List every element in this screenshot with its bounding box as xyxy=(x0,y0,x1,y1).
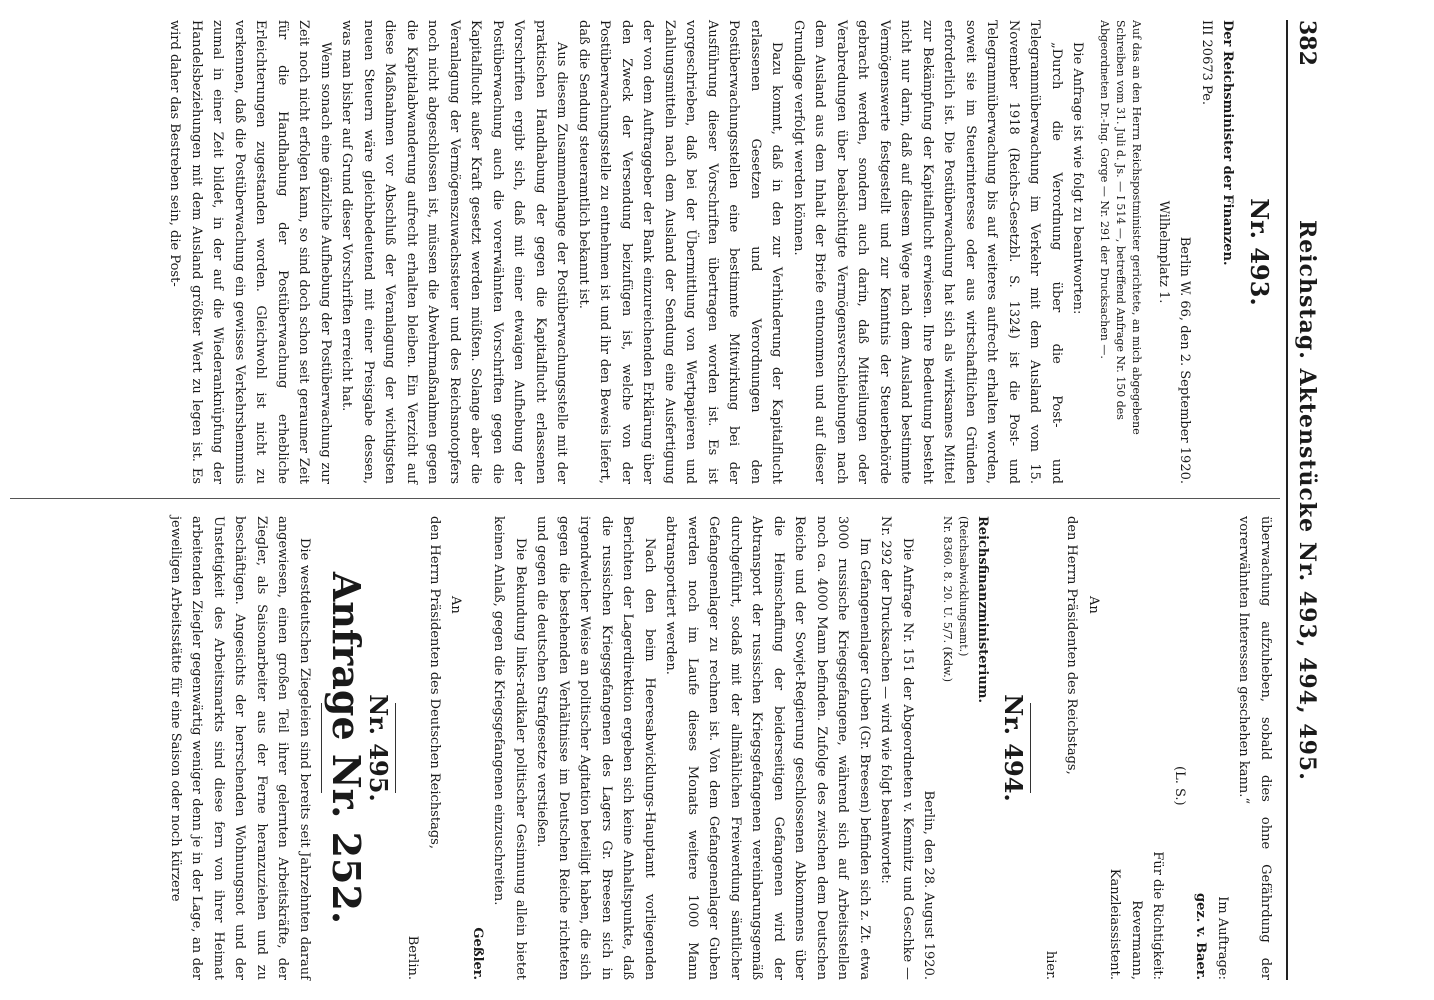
clerk-title: Kanzleiassistent. xyxy=(1107,868,1123,980)
address-line: hier. xyxy=(1043,950,1058,980)
left-column xyxy=(164,20,1276,484)
ministry-ref: Nr. 8360. 8. 20. U. 5/7. (Kdw.) xyxy=(941,516,955,683)
column-divider xyxy=(10,498,1280,499)
sign-order: Im Auftrage: xyxy=(1215,896,1230,980)
header-rule xyxy=(1286,20,1288,980)
paragraph: Dazu kommt, daß in den zur Verhinderung der Kapitalflucht erlassenen Gesetzen und Verordnungen den Postüberwachungsstellen eine bestimmte Mitwirkung bei der Ausführung dieser Vorschriften übertragen worden ist. Es ist vorgeschrieben, daß bei der Übermittlung von Wertpapieren und Zahlungsmitteln nach dem Ausland der Sendung eine Ausfertigung der von dem Auftraggeber der Bank einzureichenden Erklärung über den Zweck der Versendung beizufügen ist, welche von der Postüberwachungsstelle zu entnehmen ist und ihr den Beweis liefert, daß die Sendung steueramtlich bekannt ist. xyxy=(576,20,785,484)
ministry: Reichsfinanzministerium. xyxy=(975,516,990,704)
paragraph: Die westdeutschen Ziegeleien sind bereits seit Jahrzehnten darauf angewiesen, einen großen Teil ihrer gelernten Arbeitskräfte, der Ziegler, als Saisonarbeiter aus der Ferne heranzuziehen und zu beschäftigen. Angesichts der herrschenden Wohnungsnot und der Unstetigkeit des Arbeitsmarkts sind diese fern von ihrer Heimat arbeitenden Ziegler gegenwärtig weniger denn je in der Lage, an der jeweiligen Arbeitsstätte für eine Saison oder noch kürzere xyxy=(168,516,312,980)
paragraph: Die Anfrage Nr. 151 der Abgeordneten v. Kemnitz und Geschke — Nr. 292 der Drucksachen — wird wie folgt beantwortet: xyxy=(878,516,915,980)
separator xyxy=(395,703,396,793)
paragraph: „Durch die Verordnung über die Post- und Telegrammüberwachung im Verkehr mit dem Ausland vom 15. November 1918 (Reichs-Gesetzbl. S. 1324) ist die Post- und Telegrammüberwachung bis auf weiteres aufrecht erhalten worden, soweit sie im Steuerinteresse oder aus wirtschaftlichen Gründen erforderlich ist. Die Postüberwachung hat sich als wirksames Mittel zur Bekämpfung der Kapitalflucht erwiesen. Ihre Bedeutung besteht nicht nur darin, daß auf diesem Wege nach dem Ausland bestimmte Vermögenswerte festgestellt und zur Kenntnis der Steuerbehörde gebracht werden, sondern auch darin, daß Mitteilungen oder Verabredungen über beabsichtigte Vermögensverschiebungen nach dem Ausland aus dem Inhalt der Briefe entnommen und auf dieser Grundlage verfolgt werden können. xyxy=(791,20,1064,484)
page-number: 382 xyxy=(1294,20,1320,66)
certification: Für die Richtigkeit: xyxy=(1150,851,1166,980)
signature: Geßler. xyxy=(470,927,485,980)
doc-number-495: Nr. 495. xyxy=(364,694,393,802)
paragraph: Im Gefangenenlager Guben (Gr. Breesen) befinden sich z. Zt. etwa 3000 russische Kriegsgefangene, während sich auf Arbeitsstellen noch ca. 4000 Mann befinden. Zufolge des zwischen dem Deutschen Reiche und der Sowjet-Regierung geschlossenen Abkommens über die Heimschaffung der beiderseitigen Gefangenen wird der Abtransport der russischen Kriegsgefangenen vereinbarungsgemäß durchgeführt, sodaß mit der allmählichen Freiwerdung sämtlicher Gefangenenlager zu rechnen ist. Von dem Gefangenenlager Guben werden noch im Laufe dieses Monats weitere 1000 Mann abtransportiert werden. xyxy=(663,516,872,980)
doc-number-494: Nr. 494. xyxy=(999,694,1029,802)
clerk-name: Revermann, xyxy=(1129,900,1144,980)
address-to: An xyxy=(448,596,464,614)
right-column xyxy=(165,516,1277,980)
anfrage-title: Anfrage Nr. 252. xyxy=(324,571,370,925)
address-to: An xyxy=(1086,596,1101,614)
intro: Auf das an den Herrn Reichspostminister gerichtete, an mich abgegebene Schreiben vom 31. Juli d. Js. — I 514 —, betreffend Anfrage Nr. 150 des Abgeordneten Dr.-Ing. Gorge — Nr. 291 der Drucksachen —. xyxy=(1098,20,1144,435)
paragraph: Nach den beim Heeresabwicklungs-Hauptamt vorliegenden Berichten der Lagerdirektion ergeben sich keine Anhaltspunkte, daß die russischen Kriegsgefangenen des Lagers Gr. Breesen sich in irgendwelcher Weise an politischer Agitation beteiligt haben, die sich gegen die bestehenden Verhältnisse im Deutschen Reiche richteten und gegen die deutschen Strafgesetze verstießen. xyxy=(534,516,657,980)
paragraph: Aus diesem Zusammenhange der Postüberwachungsstelle mit der praktischen Handhabung der gegen die Kapitalflucht erlassenen Vorschriften ergibt sich, daß mit einer etwaigen Aufhebung der Postüberwachung auch die vorerwähnten Vorschriften gegen die Kapitalflucht außer Kraft gesetzt werden müßten. Solange aber die Veranlagung der Vermögenszuwachssteuer und des Reichsnotopfers noch nicht abgeschlossen ist, müssen die Abwehrmaßnahmen gegen die Kapitalabwanderung aufrecht erhalten bleiben. Ein Verzicht auf diese Maßnahmen vor Abschluß der Veranlagung der wichtigsten neuen Steuern wäre gleichbedeutend mit einer Preisgabe dessen, was man bisher auf Grund dieser Vorschriften erreicht hat. xyxy=(339,20,570,484)
running-header xyxy=(1286,20,1320,980)
ministry-sub: (Reichsabwicklungsamt.) xyxy=(957,516,971,657)
place-date: Berlin W. 66, den 2. September 1920. xyxy=(1177,236,1193,484)
address-line: den Herrn Präsidenten des Deutschen Reichstags, xyxy=(427,516,442,849)
answer-intro: Die Anfrage ist wie folgt zu beantworten: xyxy=(1070,42,1086,315)
separator xyxy=(1031,703,1032,793)
paragraph: Wenn sonach eine gänzliche Aufhebung der Postüberwachung zur Zeit noch nicht erfolgen kann, so sind doch schon seit geraumer Zeit für die Handhabung der Postüberwachung erhebliche Erleichterungen zugestanden worden. Gleichwohl ist nicht zu verkennen, daß die Postüberwachung ein gewisses Verkehrshemmnis zumal in einer Zeit bildet, in der auf die Wiederanknüpfung der Handelsbeziehungen mit dem Ausland größter Wert zu legen ist. Es wird daher das Bestreben sein, die Post- xyxy=(167,20,333,484)
continuation: überwachung aufzuheben, sobald dies ohne Gefährdung der vorerwähnten Interessen geschehen kann.“ xyxy=(1236,516,1273,980)
address-line: Berlin. xyxy=(405,935,421,980)
sender: Der Reichsminister der Finanzen. xyxy=(1220,20,1236,266)
address-line: den Herrn Präsidenten des Reichstags, xyxy=(1064,516,1080,775)
paragraph: Die Bekundung links-radikaler politischer Gesinnung allein bietet keinen Anlaß, gegen die Kriegsgefangenen einzuschreiten. xyxy=(491,516,528,980)
place-date: Berlin, den 28. August 1920. xyxy=(921,790,937,980)
seal: (L. S.) xyxy=(1172,766,1187,806)
separator xyxy=(321,703,322,793)
doc-number-493: Nr. 493. xyxy=(1245,198,1274,306)
annex: Wilhelmplatz 1. xyxy=(1156,200,1171,304)
running-title: Reichstag. Aktenstücke Nr. 493, 494, 495. xyxy=(1294,220,1320,781)
sign-name: gez. v. Baer. xyxy=(1193,893,1209,980)
reference: III 20673 Pe. xyxy=(1199,20,1214,106)
